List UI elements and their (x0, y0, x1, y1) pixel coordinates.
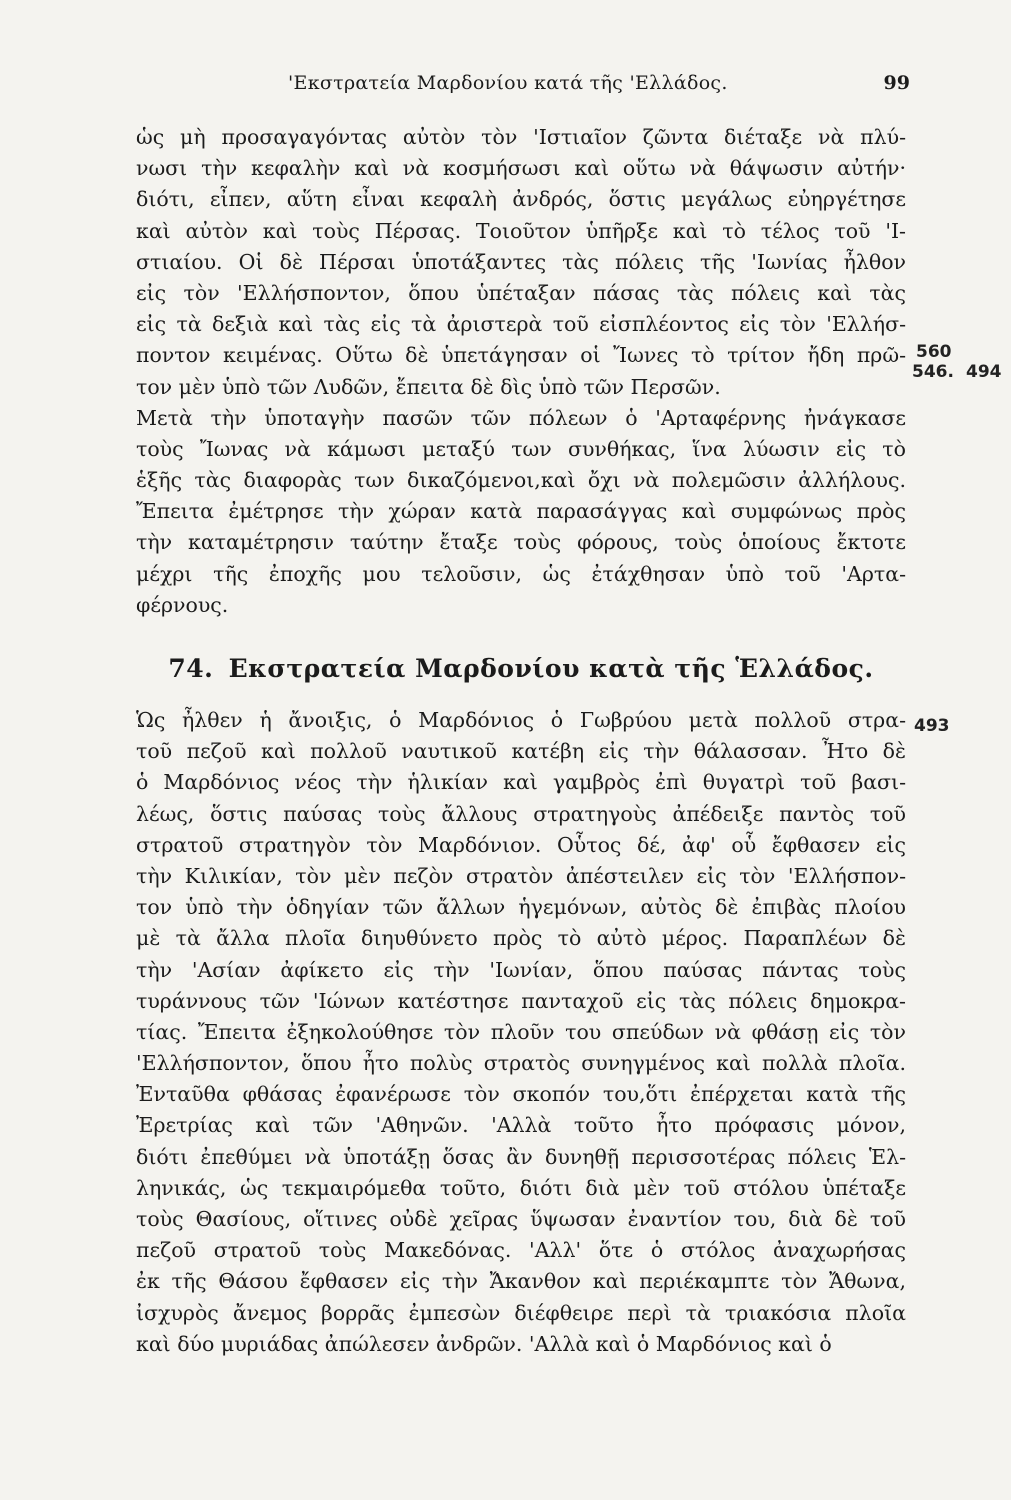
text-line: εἰς τὸν 'Ελλήσποντον, ὅπου ὑπέταξαν πάσας τὰς πόλεις καὶ τὰς (136, 280, 906, 305)
text-line: Ὡς ἦλθεν ἡ ἄνοιξις, ὁ Μαρδόνιος ὁ Γωβρύου μετὰ πολλοῦ στρα- (136, 708, 906, 732)
section-number: 74. (168, 654, 214, 683)
text-line: τὴν Κιλικίαν, τὸν μὲν πεζὸν στρατὸν ἀπέστειλεν εἰς τὸν 'Ελλήσπον- (136, 863, 906, 888)
text-line: φέρνους. (136, 592, 229, 617)
text-line: ὡς μὴ προσαγαγόντας αὐτὸν τὸν 'Ιστιαῖον ζῶντα διέταξε νὰ πλύ- (136, 125, 906, 149)
text-line: μέχρι τῆς ἐποχῆς μου τελοῦσιν, ὡς ἐτάχθησαν ὑπὸ τοῦ 'Αρτα- (136, 561, 906, 586)
text-line: μὲ τὰ ἄλλα πλοῖα διηυθύνετο πρὸς τὸ αὐτὸ μέρος. Παραπλέων δὲ (136, 926, 906, 951)
text-line: Ἔπειτα ἐμέτρησε τὴν χώραν κατὰ παρασάγγας καὶ συμφώνως πρὸς (136, 499, 906, 524)
text-line: στιαίου. Οἱ δὲ Πέρσαι ὑποτάξαντες τὰς πόλεις τῆς 'Ιωνίας ἦλθον (136, 249, 906, 274)
text-line: τίας. Ἔπειτα ἐξηκολούθησε τὸν πλοῦν του σπεύδων νὰ φθάσῃ εἰς τὸν (136, 1019, 906, 1044)
margin-note-year: 546. (912, 362, 954, 382)
text-line: λέως, ὅστις παύσας τοὺς ἄλλους στρατηγοὺς ἀπέδειξε παντὸς τοῦ (136, 801, 906, 826)
text-line: ἰσχυρὸς ἄνεμος βορρᾶς ἐμπεσὼν διέφθειρε περὶ τὰ τριακόσια πλοῖα (136, 1300, 906, 1325)
page-body (136, 122, 906, 1360)
text-line: διότι, εἶπεν, αὕτη εἶναι κεφαλὴ ἀνδρός, ὅστις μεγάλως εὐηργέτησε (136, 187, 906, 212)
text-line: ληνικάς, ὡς τεκμαιρόμεθα τοῦτο, διότι διὰ μὲν τοῦ στόλου ὑπέταξε (136, 1175, 906, 1200)
text-line: ποντον κειμένας. Οὕτω δὲ ὑπετάγησαν οἱ Ἴωνες τὸ τρίτον ἤδη πρῶ- (136, 343, 906, 368)
text-line: τοὺς Θασίους, οἵτινες οὐδὲ χεῖρας ὕψωσαν ἐναντίον του, διὰ δὲ τοῦ (136, 1207, 906, 1231)
text-line: τοῦ πεζοῦ καὶ πολλοῦ ναυτικοῦ κατέβη εἰς τὴν θάλασσαν. Ἦτο δὲ (136, 739, 906, 764)
text-line: 'Ελλήσποντον, ὅπου ἦτο πολὺς στρατὸς συνηγμένος καὶ πολλὰ πλοῖα. (136, 1051, 906, 1076)
text-line: τον μὲν ὑπὸ τῶν Λυδῶν, ἔπειτα δὲ δὶς ὑπὸ τῶν Περσῶν. (136, 374, 721, 399)
paragraph-2 (136, 403, 906, 621)
text-line: Ἐρετρίας καὶ τῶν 'Αθηνῶν. 'Αλλὰ τοῦτο ἦτο πρόφασις μόνον, (136, 1113, 906, 1138)
text-line: τὴν 'Ασίαν ἀφίκετο εἰς τὴν 'Ιωνίαν, ὅπου παύσας πάντας τοὺς (136, 957, 906, 982)
text-line: τον ὑπὸ τὴν ὁδηγίαν τῶν ἄλλων ἡγεμόνων, αὐτὸς δὲ ἐπιβὰς πλοίου (136, 895, 906, 920)
margin-note-year: 560 (916, 342, 952, 362)
section-title: Εκστρατεία Μαρδονίου κατὰ τῆς Ἑλλάδος. (228, 654, 874, 683)
text-line: καὶ δύο μυριάδας ἀπώλεσεν ἀνδρῶν. 'Αλλὰ καὶ ὁ Μαρδόνιος καὶ ὁ (136, 1331, 832, 1356)
section-heading (136, 649, 906, 689)
paragraph-1 (136, 122, 906, 403)
text-line: εἰς τὰ δεξιὰ καὶ τὰς εἰς τὰ ἀριστερὰ τοῦ εἰσπλέοντος εἰς τὸν 'Ελλήσ- (136, 312, 906, 337)
text-line: στρατοῦ στρατηγὸν τὸν Μαρδόνιον. Οὗτος δέ, ἀφ' οὗ ἔφθασεν εἰς (136, 832, 906, 857)
text-line: ἑξῆς τὰς διαφορὰς των δικαζόμενοι,καὶ ὄχι νὰ πολεμῶσιν ἀλλήλους. (136, 468, 906, 493)
text-line: τοὺς Ἴωνας νὰ κάμωσι μεταξύ των συνθήκας, ἵνα λύωσιν εἰς τὸ (136, 436, 906, 461)
text-line: Μετὰ τὴν ὑποταγὴν πασῶν τῶν πόλεων ὁ 'Αρταφέρνης ἠνάγκασε (136, 405, 906, 430)
margin-note-year: 493 (914, 716, 950, 736)
page-header (140, 66, 910, 106)
running-title: 'Εκστρατεία Μαρδονίου κατά τῆς 'Ελλάδος. (288, 72, 728, 94)
text-line: τὴν καταμέτρησιν ταύτην ἔταξε τοὺς φόρους, τοὺς ὁποίους ἔκτοτε (136, 530, 906, 555)
page-number: 99 (883, 72, 910, 94)
text-line: ὁ Μαρδόνιος νέος τὴν ἡλικίαν καὶ γαμβρὸς ἐπὶ θυγατρὶ τοῦ βασι- (136, 770, 906, 795)
paragraph-3 (136, 705, 906, 1360)
text-line: νωσι τὴν κεφαλὴν καὶ νὰ κοσμήσωσι καὶ οὕτω νὰ θάψωσιν αὐτήν· (136, 156, 906, 181)
text-line: διότι ἐπεθύμει νὰ ὑποτάξῃ ὅσας ἂν δυνηθῇ περισσοτέρας πόλεις Ἑλ- (136, 1144, 906, 1169)
text-line: Ἐνταῦθα φθάσας ἐφανέρωσε τὸν σκοπόν του,ὅτι ἐπέρχεται κατὰ τῆς (136, 1082, 906, 1107)
text-line: τυράννους τῶν 'Ιώνων κατέστησε πανταχοῦ εἰς τὰς πόλεις δημοκρα- (136, 988, 906, 1013)
text-line: πεζοῦ στρατοῦ τοὺς Μακεδόνας. 'Αλλ' ὅτε ὁ στόλος ἀναχωρήσας (136, 1238, 906, 1263)
text-line: καὶ αὐτὸν καὶ τοὺς Πέρσας. Τοιοῦτον ὑπῆρξε καὶ τὸ τέλος τοῦ 'Ι- (136, 218, 906, 243)
text-line: ἐκ τῆς Θάσου ἔφθασεν εἰς τὴν Ἄκανθον καὶ περιέκαμπτε τὸν Ἄθωνα, (136, 1269, 906, 1294)
margin-note-year: 494 (966, 362, 1002, 382)
